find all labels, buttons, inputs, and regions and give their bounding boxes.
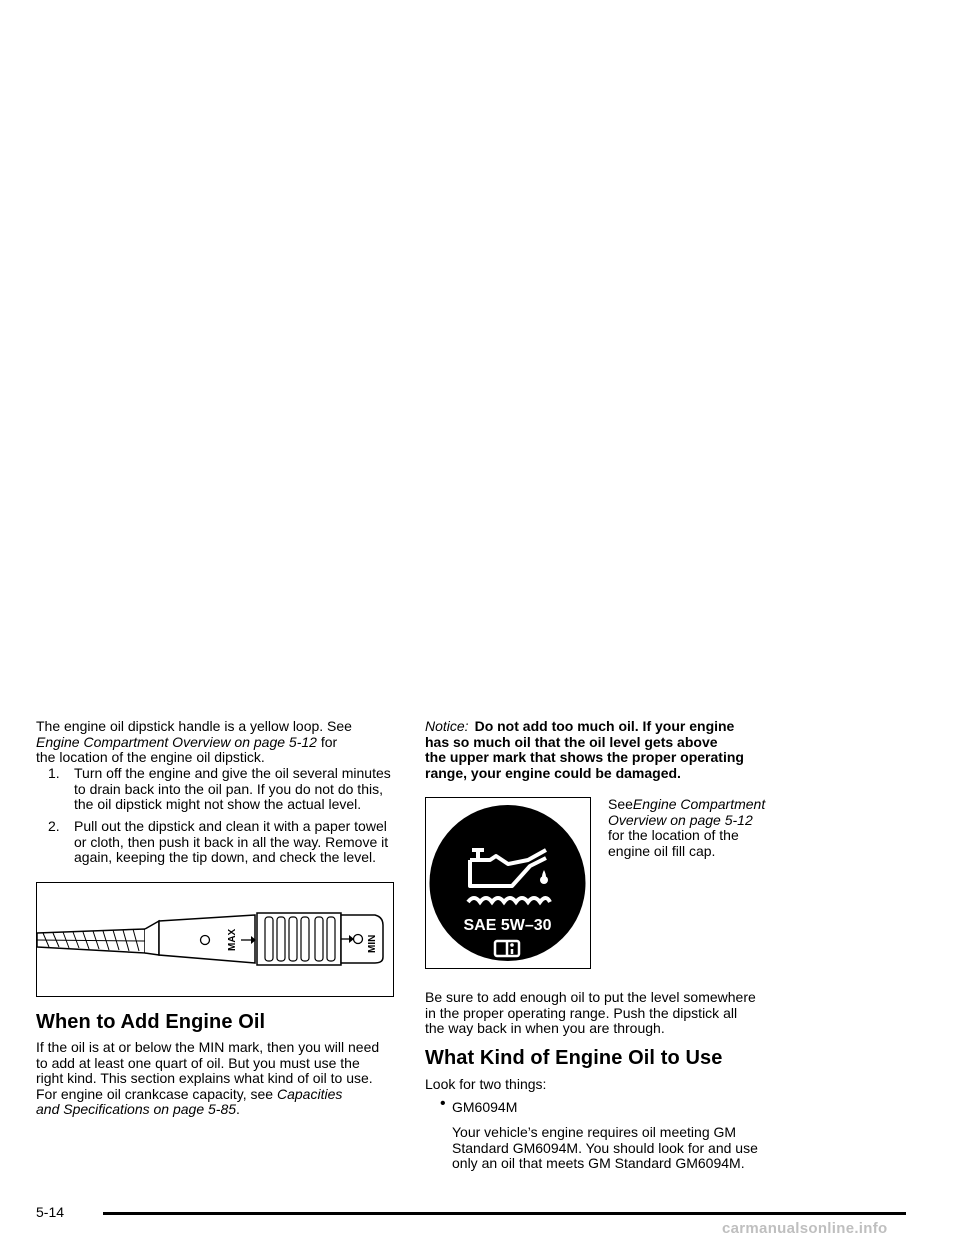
see-line-4: engine oil fill cap. <box>608 842 716 859</box>
min-mark-label: MIN <box>367 934 378 953</box>
section-heading-what-kind: What Kind of Engine Oil to Use <box>425 1047 723 1069</box>
when-line-5 <box>36 1102 398 1118</box>
oil-grade-label: SAE 5W–30 <box>463 917 552 934</box>
notice-line-3: the upper mark that shows the proper operating <box>425 749 744 765</box>
when-line-4-text: For engine oil crankcase capacity, see <box>36 1085 274 1102</box>
bullet-desc-line-2: Standard GM6094M. You should look for and use <box>452 1139 758 1156</box>
when-line-1: If the oil is at or below the MIN mark, then you will need <box>36 1039 380 1055</box>
intro-line-1: The engine oil dipstick handle is a yellow loop. See <box>36 718 352 734</box>
notice-line-2: has so much oil that the oil level gets above <box>425 733 718 750</box>
step-2-number: 2. <box>48 818 60 834</box>
bullet-desc-line-3: only an oil that meets GM Standard GM6094M. <box>452 1155 745 1171</box>
when-to-add-paragraph <box>36 1040 398 1118</box>
notice-line-1 <box>425 719 785 735</box>
footer-rule <box>103 1212 906 1215</box>
notice-line-1-text: Do not add too much oil. If your engine <box>474 718 735 734</box>
add-oil-line-3: the way back in when you are through. <box>425 1020 665 1036</box>
watermark[interactable]: carmanualsonline.info <box>722 1220 888 1237</box>
bullet-desc-line-1: Your vehicle’s engine requires oil meeting GM <box>452 1124 737 1140</box>
oil-fill-cap-illustration <box>425 797 591 969</box>
engine-compartment-link[interactable]: Engine Compartment Overview on page 5-12 <box>36 733 317 750</box>
section-heading-when-to-add: When to Add Engine Oil <box>36 1011 266 1033</box>
dipstick-icon <box>37 883 392 995</box>
step-2-line-1: Pull out the dipstick and clean it with a paper towel <box>74 818 387 834</box>
intro-line-3: the location of the engine oil dipstick. <box>36 749 265 765</box>
see-word: See <box>608 796 633 812</box>
see-line-3: for the location of the <box>608 827 739 843</box>
oil-cap-icon <box>426 798 589 967</box>
step-1-line-1: Turn off the engine and give the oil several minutes <box>74 765 391 781</box>
notice-block <box>425 719 785 781</box>
step-1-number: 1. <box>48 765 60 781</box>
step-1 <box>48 766 398 814</box>
what-kind-intro: Look for two things: <box>425 1076 547 1092</box>
when-end-punct: . <box>236 1101 240 1117</box>
notice-label: Notice: <box>425 718 469 734</box>
when-line-4 <box>36 1087 398 1103</box>
step-2 <box>48 819 398 867</box>
when-line-2: to add at least one quart of oil. But you must use the <box>36 1054 360 1071</box>
fill-cap-location-note <box>608 797 798 859</box>
max-mark-label: MAX <box>227 928 238 951</box>
intro-line-2 <box>36 735 396 751</box>
dipstick-illustration <box>36 882 394 997</box>
step-2-line-3: again, keeping the tip down, and check the level. <box>74 849 376 865</box>
step-2-line-2: or cloth, then push it back in all the way. Remove it <box>74 833 389 850</box>
bullet-label: GM6094M <box>452 1099 518 1115</box>
engine-compartment-link-2a[interactable]: Engine Compartment <box>632 796 766 812</box>
bullet-dot-icon: • <box>440 1095 446 1112</box>
add-oil-line-1: Be sure to add enough oil to put the level somewhere <box>425 989 756 1005</box>
notice-line-4: range, your engine could be damaged. <box>425 764 681 781</box>
step-1-line-2: to drain back into the oil pan. If you do not do this, <box>74 780 383 797</box>
intro-for: for <box>320 733 338 750</box>
intro-paragraph <box>36 719 396 766</box>
step-1-text <box>74 766 391 813</box>
step-1-line-3: the oil dipstick might not show the actual level. <box>74 796 362 812</box>
capacities-link-part-2[interactable]: and Specifications on page 5-85 <box>36 1101 237 1117</box>
add-oil-line-2: in the proper operating range. Push the dipstick all <box>425 1004 738 1021</box>
capacities-link-part-1[interactable]: Capacities <box>276 1085 343 1102</box>
when-line-3: right kind. This section explains what kind of oil to use. <box>36 1070 373 1086</box>
engine-compartment-link-2b[interactable]: Overview on page 5-12 <box>608 811 753 828</box>
step-2-text <box>74 819 388 866</box>
see-line-1 <box>608 797 798 813</box>
page-number: 5-14 <box>36 1204 65 1220</box>
bullet-description <box>452 1125 792 1172</box>
add-oil-paragraph <box>425 990 787 1037</box>
